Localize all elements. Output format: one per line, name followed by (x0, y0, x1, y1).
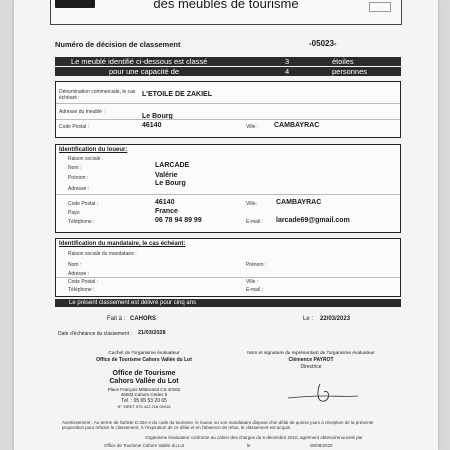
handwritten-signature (284, 380, 364, 406)
signature-caption: Nom et signature du représentant de l'organisme évaluateur (247, 351, 375, 356)
atout-france-logo (369, 2, 391, 12)
loueur-nom-value: LARCADE (155, 162, 190, 169)
loueur-tel-label: Téléphone : (68, 219, 95, 225)
validite-text: Le présent classement est délivré pour cinq ans (69, 300, 197, 306)
cachet-org: Office de Tourisme Cahors Vallée du Lot (96, 357, 192, 363)
adresse-meuble-value: Le Bourg (142, 113, 173, 120)
denomination-label: Dénomination commerciale, le cas échéant : (59, 89, 136, 101)
loueur-prenom-label: Prénom : (68, 175, 89, 181)
stamp-line-4: 46003 Cahors Cedex 9 (120, 392, 168, 397)
loueur-ville-label: Ville: (246, 201, 257, 207)
loueur-email-label: E-mail : (246, 219, 263, 225)
header-box (50, 0, 402, 25)
organisme-date: 06/08/2020 (310, 443, 333, 448)
loueur-cp-label: Code Postal : (68, 201, 99, 207)
capacity-text: pour une capacité de (109, 67, 180, 76)
mandataire-tel-label: Téléphone : (68, 287, 95, 293)
mandataire-email-label: E-mail : (246, 287, 263, 293)
cachet-caption: Cachet de l'organisme évaluateur (108, 351, 180, 356)
decision-number: -05023- (309, 39, 337, 48)
capacity-value: 4 (285, 67, 290, 76)
echeance-value: 21/03/2028 (138, 330, 166, 336)
loueur-prenom-value: Valérie (155, 172, 178, 179)
mandataire-adresse-label: Adresse : (68, 271, 90, 277)
mandataire-ville-label: Ville : (246, 279, 259, 285)
loueur-raison-label: Raison sociale : (68, 156, 104, 162)
ville-meuble-label: Ville : (246, 124, 259, 130)
loueur-cp-value: 46140 (155, 199, 175, 206)
document-page (14, 0, 438, 450)
classement-text: Le meublé identifié ci-dessous est classé (71, 57, 208, 66)
signatory-role: Directrice (300, 364, 322, 370)
fait-value: CAHORS (130, 316, 157, 322)
decision-label: Numéro de décision de classement (55, 40, 181, 49)
signatory-name: Clémence PAYROT (288, 357, 334, 363)
stars-value: 3 (285, 57, 290, 66)
loueur-pays-value: France (155, 208, 178, 215)
le-label: Le : (303, 316, 314, 322)
capacity-unit: personnes (332, 67, 368, 76)
loueur-title: Identification du loueur: (59, 147, 128, 153)
mandataire-nom-label: Nom : (68, 262, 82, 268)
mandataire-box (55, 238, 401, 297)
mandataire-title: Identification du mandataire, le cas échéant: (59, 241, 186, 247)
cp-meuble-value: 46140 (142, 122, 162, 129)
document-title: des meublés de tourisme (153, 0, 299, 11)
mandataire-cp-label: Code Postal : (68, 279, 99, 285)
loueur-adresse-value: Le Bourg (155, 180, 186, 187)
loueur-adresse-label: Adresse : (68, 186, 90, 192)
cp-meuble-label: Code Postal : (59, 124, 90, 130)
loueur-box (55, 144, 401, 233)
le-value: 22/03/2023 (320, 316, 351, 322)
stamp-line-1: Office de Tourisme (112, 370, 176, 377)
loueur-tel-value: 06 78 94 89 99 (155, 217, 202, 224)
fait-label: Fait à : (107, 316, 126, 322)
loueur-pays-label: Pays: (68, 210, 81, 216)
stamp-line-2: Cahors Vallée du Lot (109, 378, 179, 385)
loueur-nom-label: Nom : (68, 165, 82, 171)
organisme-le: le (247, 443, 251, 448)
mandataire-raison-label: Raison sociale du mandataire : (68, 251, 137, 257)
classement-bar-capacity (55, 67, 401, 76)
meuble-box (55, 81, 401, 138)
denomination-value: L'ETOILE DE ZAKIEL (142, 91, 212, 98)
organisme-name: Office de Tourisme Cahors Vallée du Lot (104, 443, 185, 448)
stamp-line-6: N° SIRET 573 422 216 00016 (117, 404, 171, 409)
mandataire-prenom-label: Prénom : (246, 262, 267, 268)
validite-bar (55, 299, 401, 307)
avertissement-text: Avertissement : Au terme de l'article D.324-4 du code du tourisme, le loueur ou son mandataire dispose d'un délai de quinze jours à réception de la présente proposition pour refuser le classement. À l'expiration de ce délai et en l'absence de refus, le classement est acquis. (62, 420, 374, 430)
echeance-label: Date d'échéance du classement : (58, 331, 132, 337)
ville-meuble-value: CAMBAYRAC (274, 122, 320, 129)
organisme-line: Organisme évaluateur conforme au cahier des charges du 6 décembre 2010, agrément obtenu/renouvelé par (145, 435, 363, 440)
adresse-meuble-label: Adresse du meublé : (59, 109, 105, 115)
classement-bar-stars (55, 57, 401, 66)
loueur-ville-value: CAMBAYRAC (276, 199, 322, 206)
loueur-email-value: larcade69@gmail.com (276, 217, 350, 224)
stars-unit: étoiles (332, 57, 354, 66)
official-stamp (90, 370, 198, 414)
stamp-line-3: Place François Mitterrand CS 40162 (107, 387, 181, 392)
stamp-line-5: Tél. : 05 65 53 20 65 (121, 398, 167, 404)
